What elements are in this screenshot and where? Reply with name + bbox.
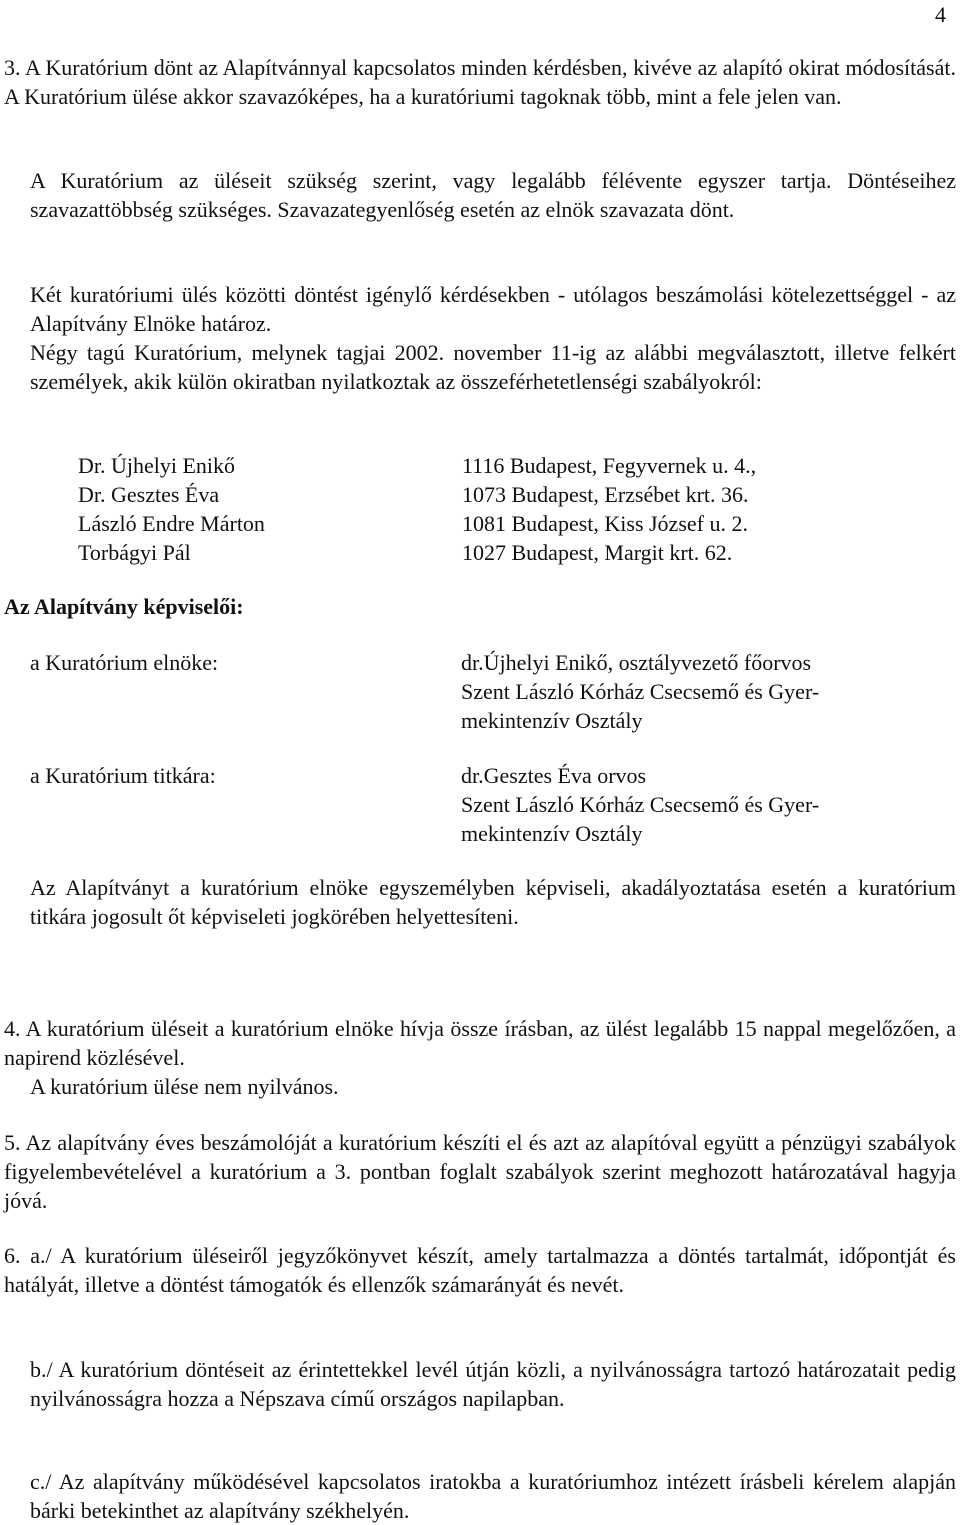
paragraph-4-not-public: A kuratórium ülése nem nyilvános. bbox=[30, 1074, 339, 1099]
member-address: 1027 Budapest, Margit krt. 62. bbox=[462, 540, 733, 565]
representative-role: a Kuratórium titkára: bbox=[30, 763, 216, 788]
paragraph-6a: 6. a./ A kuratórium üléseiről jegyzőkönyvet készít, amely tartalmazza a döntés tartalmát, időpontját és hatályát, illetve a döntést támogatók és ellenzők számarányát és nevét. bbox=[4, 1243, 956, 1297]
representatives-heading: Az Alapítvány képviselői: bbox=[4, 594, 244, 619]
member-row bbox=[78, 538, 938, 567]
member-name: Torbágyi Pál bbox=[78, 540, 191, 565]
representation-paragraph: Az Alapítványt a kuratórium elnöke egyszemélyben képviseli, akadályoztatása esetén a kuratórium titkára jogosult őt képviseleti jogkörében helyettesíteni. bbox=[30, 875, 956, 929]
representative-line: Szent László Kórház Csecsemő és Gyer- bbox=[461, 792, 820, 817]
member-name: László Endre Márton bbox=[78, 511, 265, 536]
representative-line: mekintenzív Osztály bbox=[461, 821, 643, 846]
representative-info bbox=[461, 648, 960, 735]
paragraph-3: 3. A Kuratórium dönt az Alapítvánnyal kapcsolatos minden kérdésben, kivéve az alapító okirat módosítását. A Kuratórium ülése akkor szavazóképes, ha a kuratóriumi tagoknak több, mint a fele jelen van. bbox=[4, 55, 956, 109]
representative-line: dr.Újhelyi Enikő, osztályvezető főorvos bbox=[461, 650, 812, 675]
member-name: Dr. Újhelyi Enikő bbox=[78, 453, 236, 478]
representative-line: Szent László Kórház Csecsemő és Gyer- bbox=[461, 679, 820, 704]
representative-line: mekintenzív Osztály bbox=[461, 708, 643, 733]
paragraph-5: 5. Az alapítvány éves beszámolóját a kuratórium készíti el és azt az alapítóval együtt a pénzügyi szabályok figyelembevételével a kuratórium a 3. pontban foglalt szabályok szerint meghozott határozatával hagyja jóvá. bbox=[4, 1130, 956, 1213]
paragraph-4: 4. A kuratórium üléseit a kuratórium elnöke hívja össze írásban, az ülést legalább 15 nappal megelőzően, a napirend közlésével. bbox=[4, 1016, 956, 1070]
representative-chair bbox=[30, 648, 956, 738]
paragraph-3-meetings: A Kuratórium az üléseit szükség szerint, vagy legalább félévente egyszer tartja. Döntéseihez szavazattöbbség szükséges. Szavazategyenlőség esetén az elnök szavazata dönt. bbox=[30, 168, 956, 222]
member-address: 1116 Budapest, Fegyvernek u. 4., bbox=[462, 453, 757, 478]
page-number: 4 bbox=[935, 2, 946, 27]
paragraph-6b: b./ A kuratórium döntéseit az érintettekkel levél útján közli, a nyilvánosságra tartozó határozatait pedig nyilvánosságra hozza a Népszava című országos napilapban. bbox=[30, 1357, 956, 1411]
member-name: Dr. Gesztes Éva bbox=[78, 482, 220, 507]
member-list bbox=[78, 451, 938, 567]
member-row bbox=[78, 509, 938, 538]
member-address: 1081 Budapest, Kiss József u. 2. bbox=[462, 511, 748, 536]
paragraph-6c: c./ Az alapítvány működésével kapcsolatos iratokba a kuratóriumhoz intézett írásbeli kérelem alapján bárki betekinthet az alapítvány székhelyén. bbox=[30, 1469, 956, 1523]
representative-role: a Kuratórium elnöke: bbox=[30, 650, 219, 675]
member-address: 1073 Budapest, Erzsébet krt. 36. bbox=[462, 482, 749, 507]
paragraph-3-interim-decisions: Két kuratóriumi ülés közötti döntést igénylő kérdésekben - utólagos beszámolási kötelezettséggel - az Alapítvány Elnöke határoz. bbox=[30, 282, 956, 336]
member-row bbox=[78, 451, 938, 480]
member-row bbox=[78, 480, 938, 509]
representative-line: dr.Gesztes Éva orvos bbox=[461, 763, 647, 788]
paragraph-3-members-intro: Négy tagú Kuratórium, melynek tagjai 2002. november 11-ig az alábbi megválasztott, illetve felkért személyek, akik külön okiratban nyilatkoztak az összeférhetetlenségi szabályokról: bbox=[30, 340, 956, 394]
representative-info bbox=[461, 761, 960, 848]
representative-secretary bbox=[30, 761, 956, 851]
